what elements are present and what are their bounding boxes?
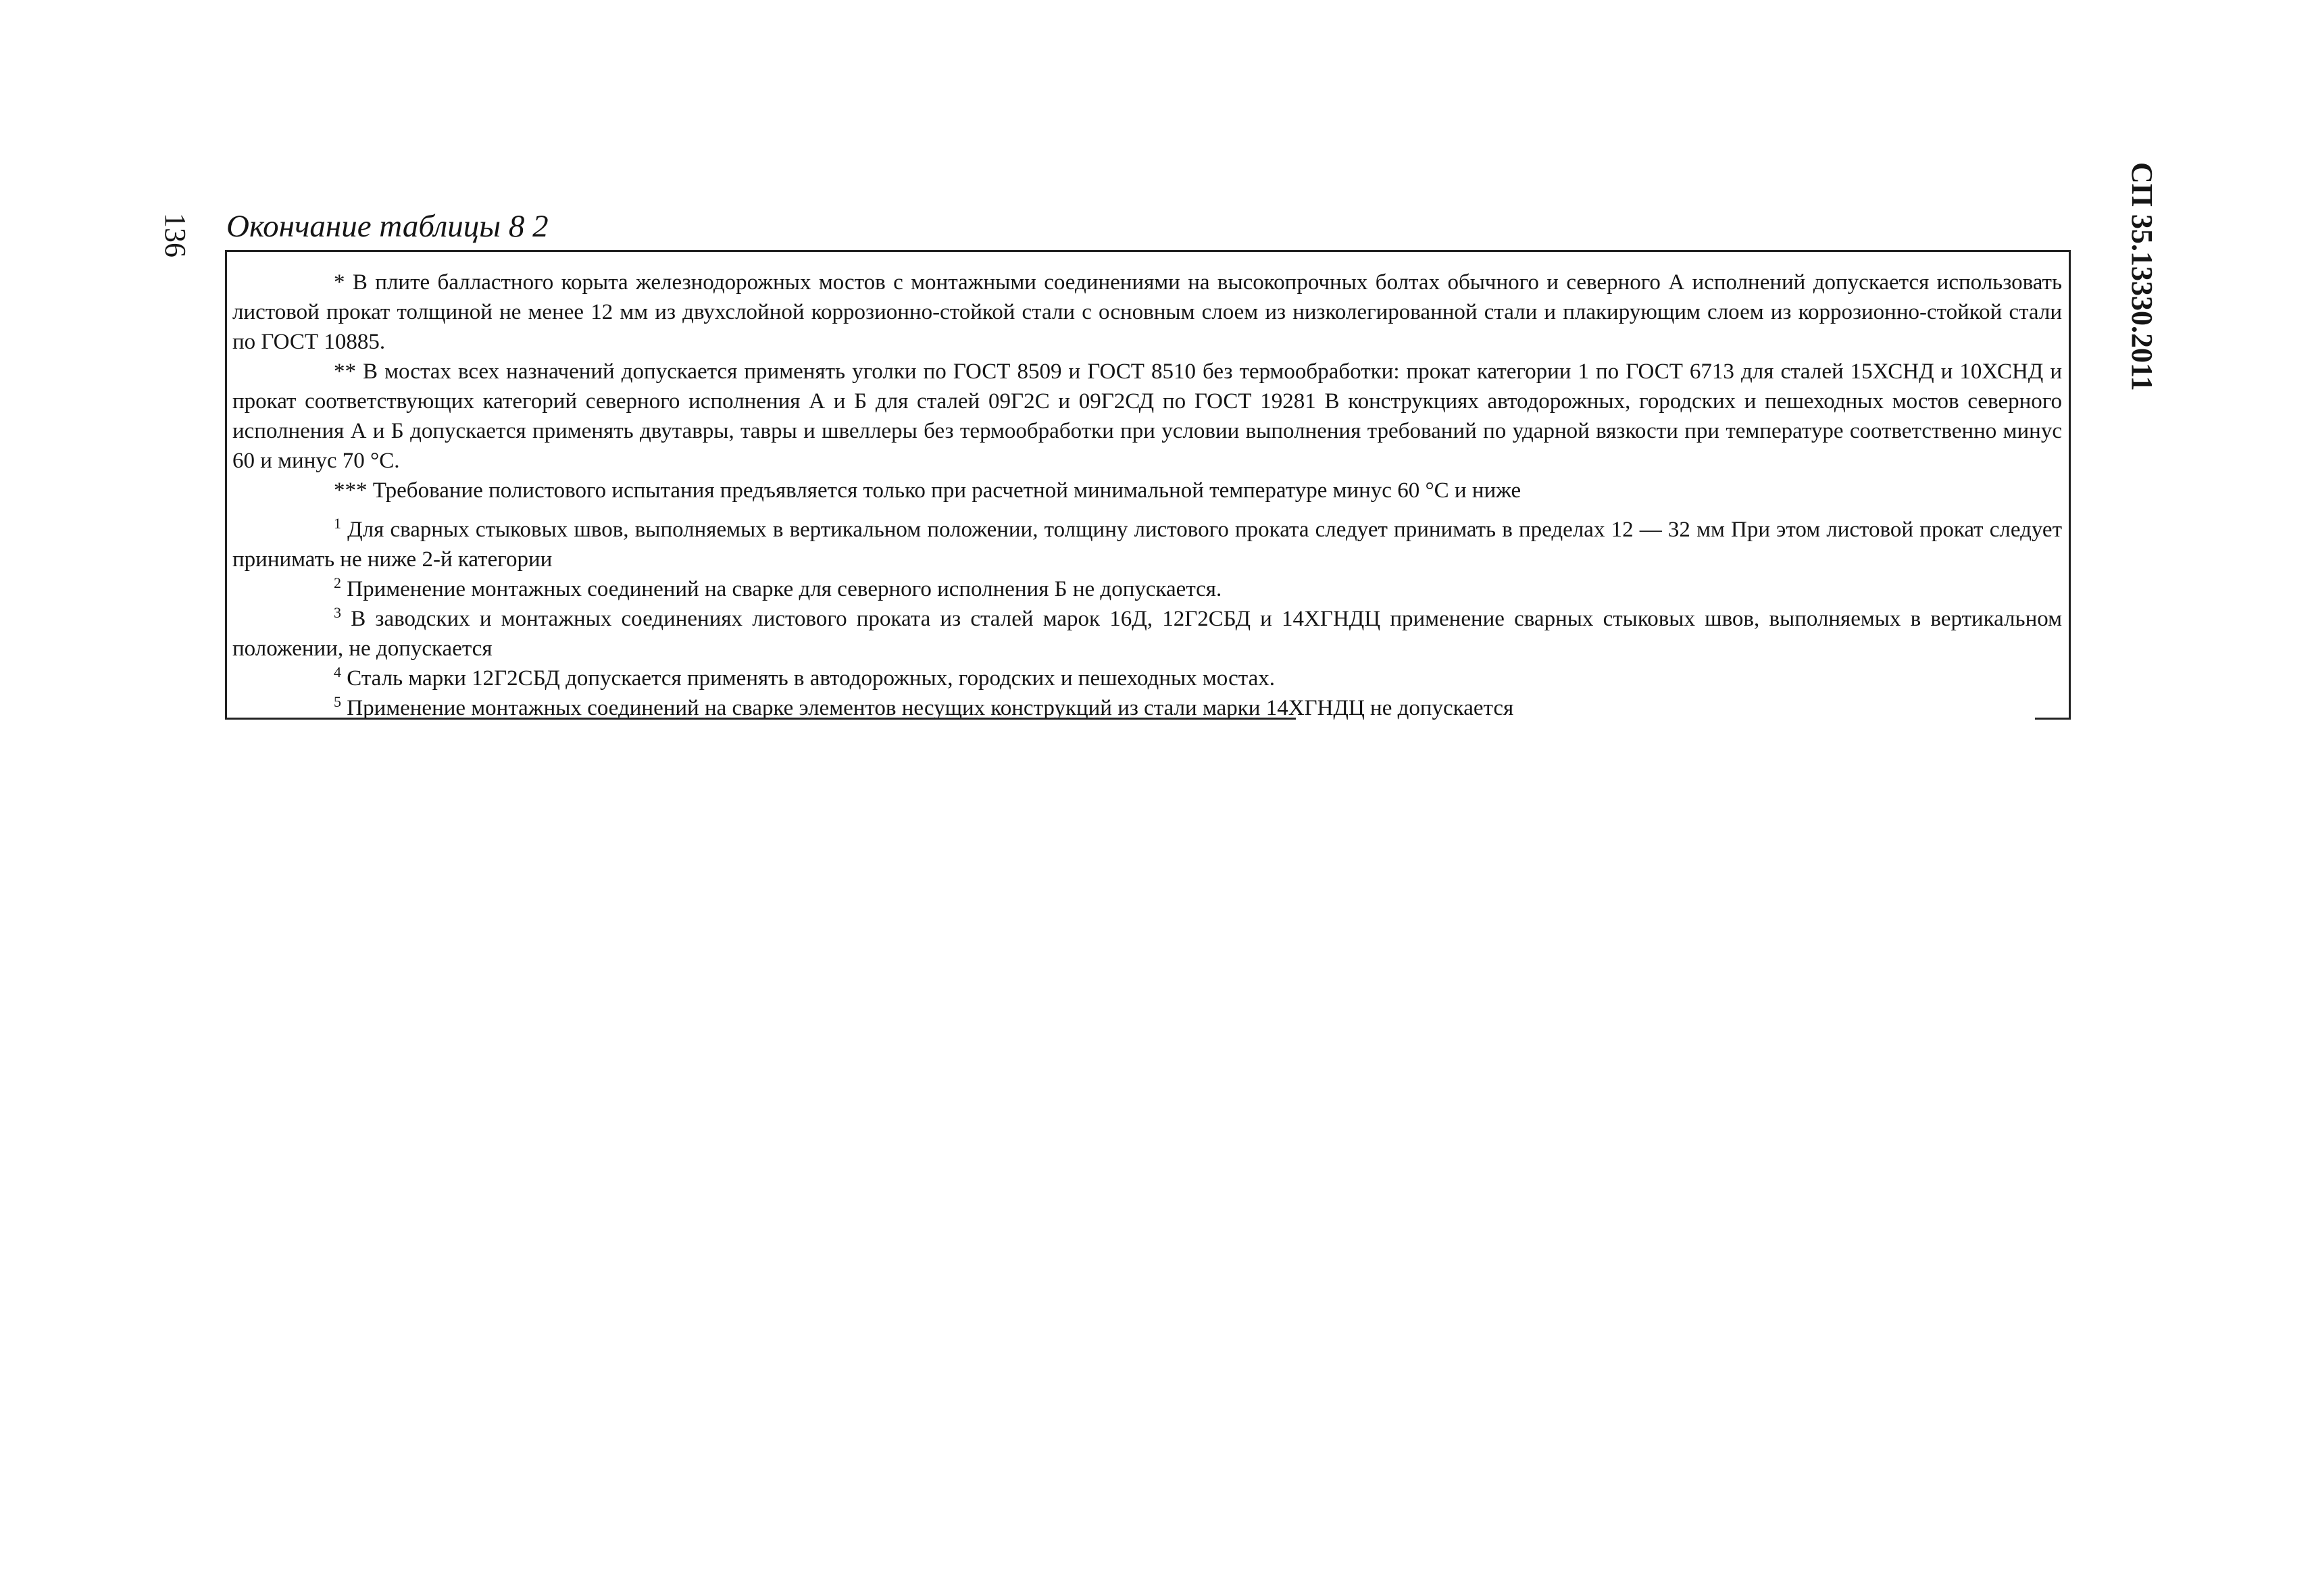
- table-bottom-border-left: [225, 718, 1296, 720]
- table-notes-box: [225, 250, 2071, 719]
- footnote-2-mark: 2: [334, 574, 341, 591]
- footnote-4-text: Сталь марки 12Г2СБД допускается применять в автодорожных, городских и пешеходных мостах.: [347, 666, 1275, 691]
- footnote-1-mark: 1: [334, 515, 341, 532]
- page-number: 136: [159, 213, 192, 257]
- footnote-3-text: В заводских и монтажных соединениях листового проката из сталей марок 16Д, 12Г2СБД и 14ХГНДЦ применение сварных стыковых швов, выполняемых в вертикальном положении, не допускается: [232, 607, 2062, 661]
- note-single-asterisk: * В плите балластного корыта железнодорожных мостов с монтажными соединениями на высокопрочных болтах обычного и северного А исполнений допускается использовать листовой прокат толщиной не менее 12 мм из двухслойной коррозионно-стойкой стали с основным слоем из низколегированной стали и плакирующим слоем из коррозионно-стойкой стали по ГОСТ 10885.: [232, 270, 2062, 354]
- document-code: СП 35.13330.2011: [2126, 162, 2159, 391]
- footnote-5-mark: 5: [334, 693, 341, 710]
- footnote-1: [232, 515, 2062, 574]
- note-double-asterisk: ** В мостах всех назначений допускается применять уголки по ГОСТ 8509 и ГОСТ 8510 без термообработки: прокат категории 1 по ГОСТ 6713 для сталей 15ХСНД и 10ХСНД и прокат соответствующих категорий северного исполнения А и Б для сталей 09Г2С и 09Г2СД по ГОСТ 19281 В конструкциях автодорожных, городских и пешеходных мостов северного исполнения А и Б допускается применять двутавры, тавры и швеллеры без термообработки при условии выполнения требований по ударной вязкости при температуре соответственно минус 60 и минус 70 °С.: [232, 359, 2062, 473]
- footnote-5-text: Применение монтажных соединений на сварке элементов несущих конструкций из стали марки 14ХГНДЦ не допускается: [347, 696, 1514, 720]
- footnote-1-text: Для сварных стыковых швов, выполняемых в вертикальном положении, толщину листового проката следует принимать в пределах 12 — 32 мм При этом листовой прокат следует принимать не ниже 2-й категории: [232, 518, 2062, 572]
- footnote-4-mark: 4: [334, 664, 341, 680]
- table-bottom-border-right: [2035, 718, 2071, 720]
- table-caption: Окончание таблицы 8 2: [226, 209, 549, 244]
- footnote-2: [232, 574, 2062, 604]
- notes-text: [232, 268, 2062, 723]
- footnote-4: [232, 664, 2062, 693]
- notes-gap: [232, 505, 2062, 515]
- footnote-3: [232, 604, 2062, 664]
- footnote-2-text: Применение монтажных соединений на сварке для северного исполнения Б не допускается.: [347, 577, 1222, 601]
- note-triple-asterisk: *** Требование полистового испытания предъявляется только при расчетной минимальной температуре минус 60 °С и ниже: [334, 478, 1521, 503]
- footnote-3-mark: 3: [334, 604, 341, 621]
